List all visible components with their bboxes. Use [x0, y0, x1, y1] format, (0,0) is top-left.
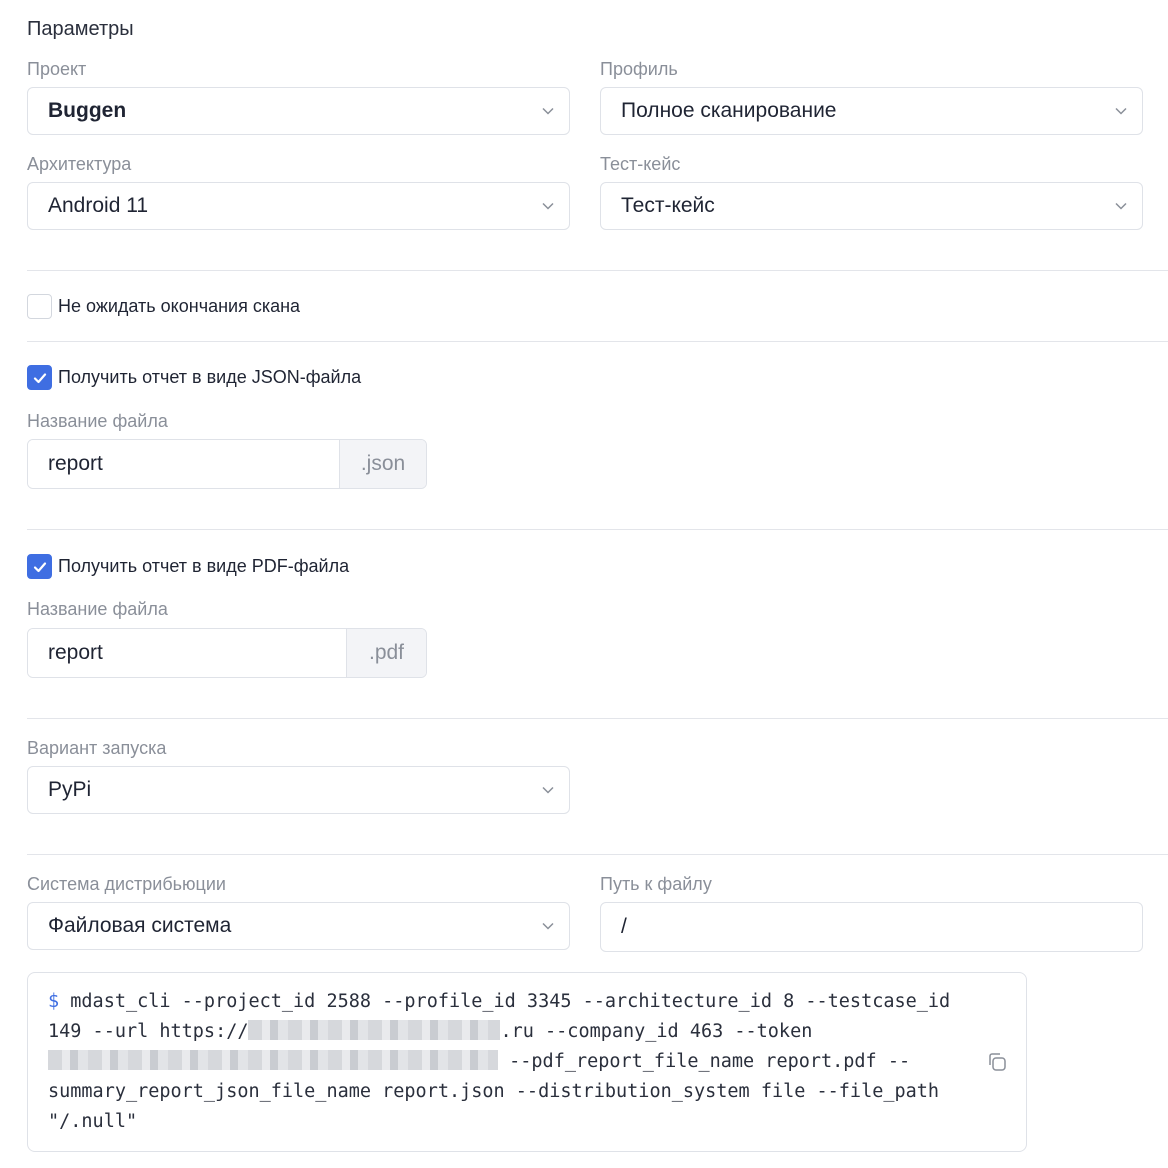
- chevron-down-icon: [1114, 199, 1128, 213]
- no-wait-label: Не ожидать окончания скана: [58, 296, 301, 316]
- chevron-down-icon: [541, 919, 555, 933]
- copy-icon[interactable]: [986, 1051, 1008, 1073]
- pdf-report-label: Получить отчет в виде PDF-файла: [58, 556, 350, 576]
- chevron-down-icon: [541, 783, 555, 797]
- launch-label: Вариант запуска: [27, 738, 167, 758]
- json-report-checkbox[interactable]: [27, 365, 52, 390]
- distribution-label: Система дистрибьюции: [27, 874, 226, 894]
- page-title: Параметры: [27, 18, 134, 40]
- testcase-label: Тест-кейс: [600, 154, 681, 174]
- json-suffix: .json: [339, 440, 426, 488]
- testcase-select[interactable]: [600, 182, 1143, 230]
- architecture-select[interactable]: [27, 182, 570, 230]
- command-text-3: --pdf_report_file_name report.pdf --: [498, 1051, 911, 1072]
- chevron-down-icon: [1114, 104, 1128, 118]
- architecture-value: Android 11: [48, 194, 149, 217]
- launch-value: PyPi: [48, 778, 92, 801]
- redacted-token: [48, 1050, 498, 1070]
- command-box: [27, 972, 1027, 1152]
- distribution-value: Файловая система: [48, 914, 232, 937]
- checkmark-icon: [32, 559, 48, 575]
- divider: [27, 270, 1168, 271]
- chevron-down-icon: [541, 104, 555, 118]
- json-report-option[interactable]: [27, 365, 361, 390]
- divider: [27, 718, 1168, 719]
- command-prompt: $: [48, 991, 60, 1012]
- testcase-value: Тест-кейс: [621, 194, 715, 217]
- pdf-filename-input[interactable]: report: [28, 629, 346, 677]
- divider: [27, 854, 1168, 855]
- json-filename-group: [27, 439, 427, 489]
- command-text-2b: .ru --company_id 463 --token: [500, 1021, 813, 1042]
- profile-select[interactable]: [600, 87, 1143, 135]
- distribution-select[interactable]: [27, 902, 570, 950]
- pdf-filename-label: Название файла: [27, 599, 168, 619]
- file-path-input[interactable]: /: [600, 902, 1143, 952]
- file-path-label: Путь к файлу: [600, 874, 712, 894]
- pdf-report-checkbox[interactable]: [27, 554, 52, 579]
- json-filename-label: Название файла: [27, 411, 168, 431]
- pdf-filename-group: [27, 628, 427, 678]
- profile-label: Профиль: [600, 59, 678, 79]
- pdf-report-option[interactable]: [27, 554, 349, 579]
- command-line-2: [48, 1017, 1026, 1047]
- profile-value: Полное сканирование: [621, 99, 837, 122]
- json-report-label: Получить отчет в виде JSON-файла: [58, 367, 362, 387]
- json-filename-input[interactable]: report: [28, 440, 339, 488]
- command-line-1: [48, 987, 1026, 1017]
- project-label: Проект: [27, 59, 87, 79]
- architecture-label: Архитектура: [27, 154, 132, 174]
- no-wait-option[interactable]: [27, 294, 300, 319]
- no-wait-checkbox[interactable]: [27, 294, 52, 319]
- chevron-down-icon: [541, 199, 555, 213]
- divider: [27, 529, 1168, 530]
- checkmark-icon: [32, 370, 48, 386]
- redacted-url: [248, 1020, 500, 1040]
- project-value: Buggen: [48, 99, 127, 122]
- pdf-suffix: .pdf: [346, 629, 426, 677]
- launch-select[interactable]: [27, 766, 570, 814]
- command-line-5: "/.null": [48, 1111, 138, 1132]
- command-text-2a: 149 --url https://: [48, 1021, 249, 1042]
- command-line-4: summary_report_json_file_name report.json --distribution_system file --file_path: [48, 1081, 940, 1102]
- project-select[interactable]: [27, 87, 570, 135]
- command-line-3: [48, 1047, 1026, 1077]
- divider: [27, 341, 1168, 342]
- command-text-1: mdast_cli --project_id 2588 --profile_id 3345 --architecture_id 8 --testcase_id: [59, 991, 951, 1012]
